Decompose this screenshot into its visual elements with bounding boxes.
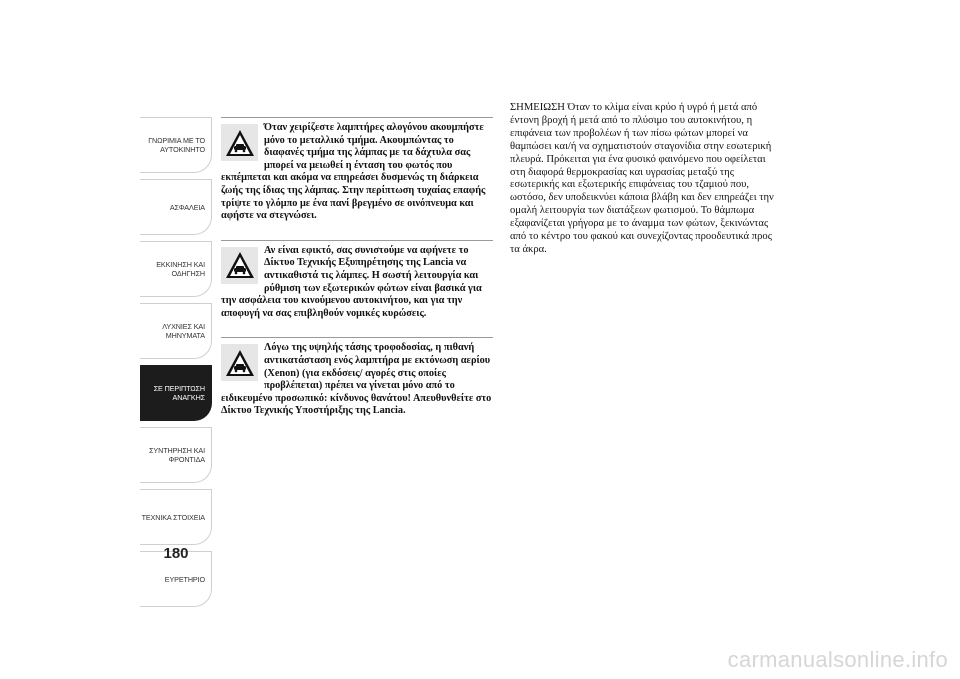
tab-label: ΟΔΗΓΗΣΗ xyxy=(171,269,205,278)
warnings-column xyxy=(221,117,493,435)
tab-starting-driving[interactable] xyxy=(140,241,212,297)
warning-block xyxy=(221,240,493,321)
tab-label: ΜΗΝΥΜΑΤΑ xyxy=(165,331,205,340)
warning-block xyxy=(221,117,493,223)
tab-getting-to-know[interactable] xyxy=(140,117,212,173)
tab-label: ΑΝΑΓΚΗΣ xyxy=(172,393,205,402)
warning-block xyxy=(221,337,493,418)
tab-label: ΑΥΤΟΚΙΝΗΤΟ xyxy=(160,145,205,154)
warning-text: Όταν χειρίζεστε λαμπτήρες αλογόνου ακουμπήστε μόνο το μεταλλικό τμήμα. Ακουμπώντας το διαφανές τμήμα της λάμπας με τα δάχτυλα σας μπορεί να μειωθεί η ένταση του φωτός που εκπέμπεται και ακόμα να επηρεάσει δυσμενώς τη διάρκεια ζωής της ίδιας της λάμπας. Στην περίπτωση τυχαίας επαφής τρίψτε το γλόμπο με ένα πανί βρεγμένο σε οινόπνευμα και αφήστε να στεγνώσει. xyxy=(221,122,486,222)
tab-safety[interactable] xyxy=(140,179,212,235)
tab-warning-lights[interactable] xyxy=(140,303,212,359)
page-number: 180 xyxy=(163,545,189,562)
warning-triangle-icon xyxy=(221,124,258,161)
tab-emergency[interactable] xyxy=(140,365,212,421)
note-text: ΣΗΜΕΙΩΣΗ Όταν το κλίμα είναι κρύο ή υγρό ή μετά από έντονη βροχή ή μετά από το πλύσιμο του αυτοκινήτου, η επιφάνεια των προβολέων ή των πίσω φώτων μπορεί να θαμπώσει και/ή να σχηματιστούν σταγονίδια στην εσωτερική πλευρά. Πρόκειται για ένα φυσικό φαινόμενο που οφείλεται στη διαφορά θερμοκρασίας και υγρασίας μεταξύ της εσωτερικής και εξωτερικής επιφάνειας του τζαμιού που, ωστόσο, δεν υποδεικνύει κάποια βλάβη και δεν επηρεάζει την ομαλή λειτουργία των διατάξεων φωτισμού. Το θάμπωμα εξαφανίζεται γρήγορα με το άναμμα των φώτων, ξεκινώντας από το κέντρο του φακού και συνεχίζοντας προοδευτικά προς τα άκρα. xyxy=(510,102,774,255)
tab-label: ΕΥΡΕΤΗΡΙΟ xyxy=(164,574,205,584)
tab-label: ΑΣΦΑΛΕΙΑ xyxy=(169,202,205,212)
note-column xyxy=(510,102,782,257)
tab-label: ΕΚΚΙΝΗΣΗ ΚΑΙ xyxy=(156,260,205,269)
warning-triangle-icon xyxy=(221,247,258,284)
tab-label: ΦΡΟΝΤΙΔΑ xyxy=(168,455,205,464)
tab-label: ΣΥΝΤΗΡΗΣΗ ΚΑΙ xyxy=(149,446,205,455)
tab-label: ΛΥΧΝΙΕΣ ΚΑΙ xyxy=(162,322,205,331)
tab-technical-data[interactable] xyxy=(140,489,212,545)
tab-maintenance[interactable] xyxy=(140,427,212,483)
chapter-tab-nav xyxy=(140,117,212,613)
warning-text: Αν είναι εφικτό, σας συνιστούμε να αφήνετε το Δίκτυο Τεχνικής Εξυπηρέτησης της Lancia να αντικαθιστά τις λάμπες. Η σωστή λειτουργία και ρύθμιση των εξωτερικών φώτων είναι βασικά για την ασφάλεια του κινούμενου αυτοκινήτου, και για την αποφυγή να σας επιβληθούν νομικές κυρώσεις. xyxy=(221,244,482,319)
tab-label: ΣΕ ΠΕΡΙΠΤΩΣΗ xyxy=(153,384,205,393)
tab-label: ΤΕΧΝΙΚΑ ΣΤΟΙΧΕΙΑ xyxy=(141,512,205,522)
warning-triangle-icon xyxy=(221,344,258,381)
watermark: carmanualsonline.info xyxy=(727,647,948,672)
warning-text: Λόγω της υψηλής τάσης τροφοδοσίας, η πιθανή αντικατάσταση ενός λαμπτήρα με εκτόνωση αερίου (Xenon) (για εκδόσεις/ αγορές στις οποίες προβλέπεται) πρέπει να γίνεται μόνο από το ειδικευμένο προσωπικό: κίνδυνος θανάτου! Απευθυνθείτε στο Δίκτυο Τεχνικής Υποστήριξης της Lancia. xyxy=(221,342,492,417)
tab-label: ΓΝΩΡΙΜΙΑ ΜΕ ΤΟ xyxy=(148,136,205,145)
